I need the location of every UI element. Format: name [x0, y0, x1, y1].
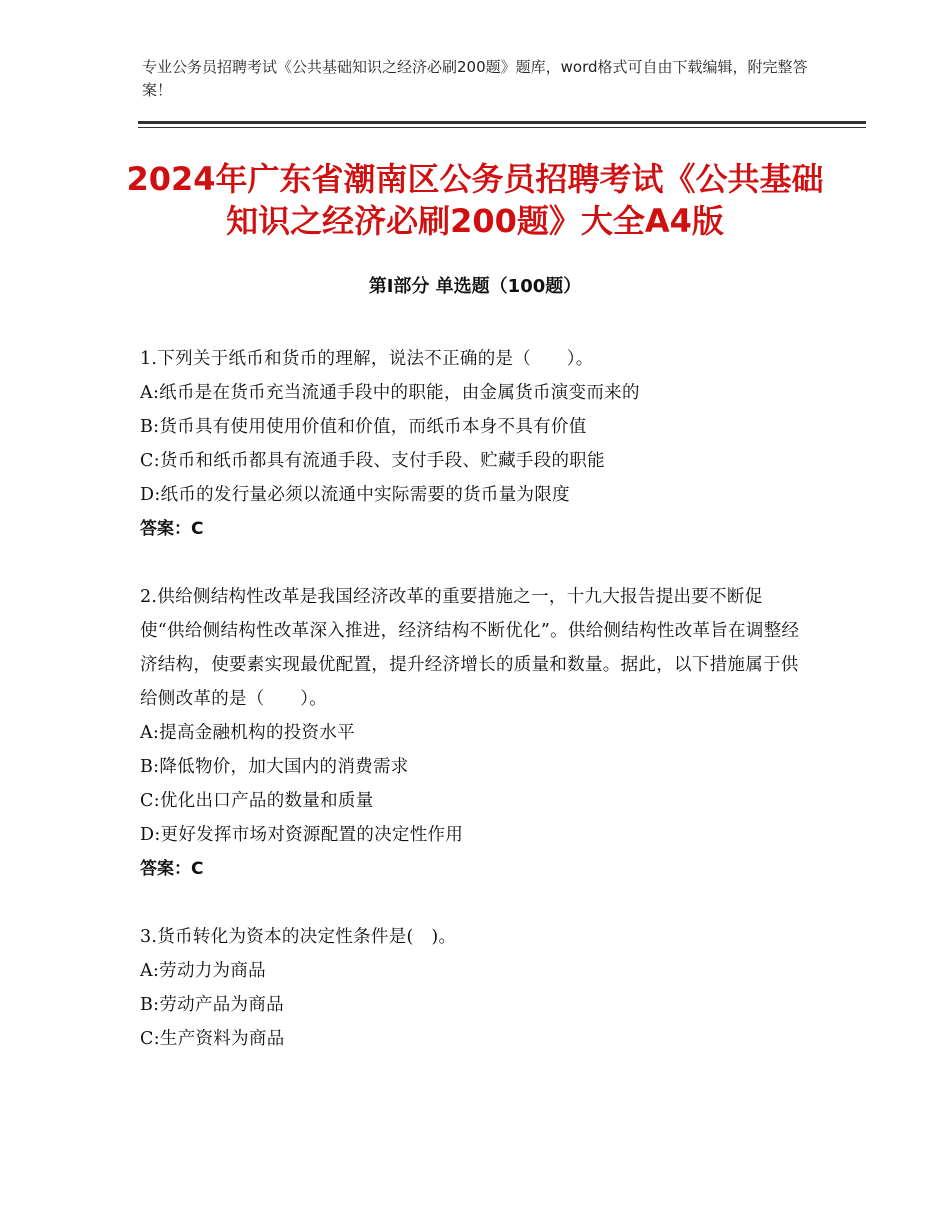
option-text: 纸币是在货币充当流通手段中的职能，由金属货币演变而来的	[159, 383, 640, 403]
option-text: 劳动力为商品	[159, 961, 266, 981]
option-c	[140, 784, 800, 818]
option-key: D:	[140, 825, 161, 845]
option-d	[140, 818, 800, 852]
option-b	[140, 988, 800, 1022]
option-key: A:	[140, 961, 160, 981]
question-list	[140, 342, 800, 1090]
option-a	[140, 716, 800, 750]
option-key: C:	[140, 1029, 160, 1049]
answer: 答案：C	[140, 519, 204, 539]
option-text: 优化出口产品的数量和质量	[159, 791, 374, 811]
option-a	[140, 954, 800, 988]
option-c	[140, 1022, 800, 1056]
option-text: 降低物价，加大国内的消费需求	[159, 757, 409, 777]
option-text: 货币和纸币都具有流通手段、支付手段、贮藏手段的职能	[159, 451, 605, 471]
option-text: 生产资料为商品	[159, 1029, 285, 1049]
option-key: C:	[140, 451, 160, 471]
section-title: 第Ⅰ部分 单选题（100题）	[368, 276, 582, 297]
option-a	[140, 376, 800, 410]
question-stem: 3.货币转化为资本的决定性条件是( )。	[140, 927, 457, 947]
question-stem: 2.供给侧结构性改革是我国经济改革的重要措施之一，十九大报告提出要不断促使“供给侧结构性改革深入推进，经济结构不断优化”。供给侧结构性改革旨在调整经济结构，使要素实现最优配置，提升经济增长的质量和数量。据此，以下措施属于供给侧改革的是（ ）。	[140, 587, 800, 709]
option-d	[140, 478, 800, 512]
option-b	[140, 750, 800, 784]
option-text: 提高金融机构的投资水平	[159, 723, 355, 743]
option-key: A:	[140, 383, 160, 403]
option-b	[140, 410, 800, 444]
question-2	[140, 580, 800, 886]
option-text: 劳动产品为商品	[159, 995, 284, 1015]
header-rule-thick	[138, 121, 866, 124]
question-3	[140, 920, 800, 1056]
option-key: D:	[140, 485, 161, 505]
option-text: 货币具有使用使用价值和价值，而纸币本身不具有价值	[159, 417, 587, 437]
header-note: 专业公务员招聘考试《公共基础知识之经济必刷200题》题库，word格式可自由下载编辑，附完整答案！	[142, 58, 808, 99]
option-key: A:	[140, 723, 160, 743]
header-rule-thin	[138, 127, 866, 128]
option-text: 更好发挥市场对资源配置的决定性作用	[160, 825, 464, 845]
document-title: 2024年广东省潮南区公务员招聘考试《公共基础知识之经济必刷200题》大全A4版	[126, 160, 824, 240]
option-text: 纸币的发行量必须以流通中实际需要的货币量为限度	[160, 485, 570, 505]
option-key: B:	[140, 757, 160, 777]
answer: 答案：C	[140, 859, 204, 879]
question-1	[140, 342, 800, 546]
option-key: C:	[140, 791, 160, 811]
option-key: B:	[140, 995, 160, 1015]
option-c	[140, 444, 800, 478]
question-stem: 1.下列关于纸币和货币的理解，说法不正确的是（ ）。	[140, 349, 594, 369]
option-key: B:	[140, 417, 160, 437]
